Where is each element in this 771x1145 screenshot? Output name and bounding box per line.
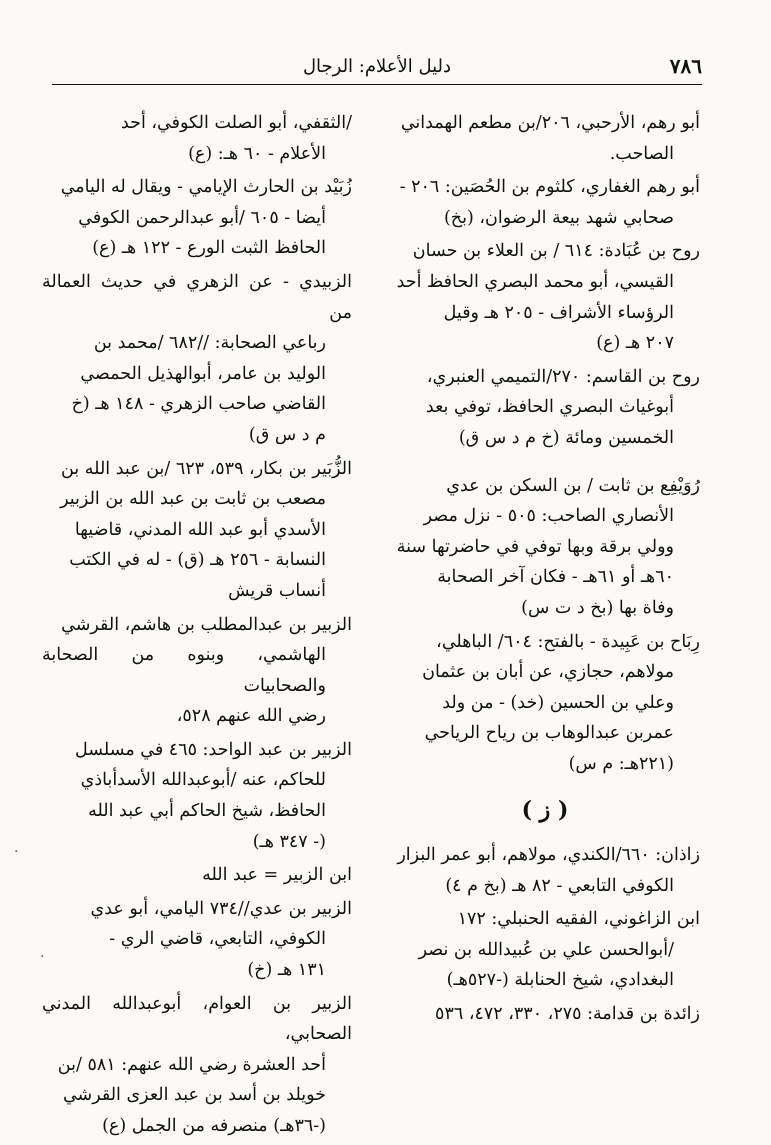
entry-continuation-line: أحد العشرة رضي الله عنهم: ٥٨١ /بن <box>57 1054 326 1075</box>
margin-mark: . <box>40 945 45 961</box>
entry-continuation-line: الرؤساء الأشراف - ٢٠٥ هـ وقيل <box>443 302 674 323</box>
index-entry <box>390 471 700 624</box>
entry-continuation-line: وولي برقة وبها توفي في حاضرتها سنة <box>396 536 674 557</box>
entry-headword-line: الزبيدي - عن الزهري في حديث العمالة من <box>42 271 352 323</box>
entry-headword-line: أبو رهم الغفاري، كلثوم بن الحُصَين: ٢٠٦ - <box>399 177 700 198</box>
entry-headword-line: الزبير بن عبدالمطلب بن هاشم، القرشي <box>61 614 352 635</box>
index-entry <box>42 735 352 857</box>
entry-continuation-line: القاضي صاحب الزهري - ١٤٨ هـ (خ <box>71 394 326 415</box>
entry-continuation-line: رضي الله عنهم ٥٢٨، <box>176 706 326 727</box>
entry-headword-line: الزُّبَير بن بكار، ٥٣٩، ٦٢٣ /بن عبد الله بن <box>61 458 352 479</box>
entry-continuation-line: أيضا - ٦٠٥ /أبو عبدالرحمن الكوفي <box>78 207 326 228</box>
entry-headword-line: رُوَيْفِع بن ثابت / بن السكن بن عدي <box>446 475 700 496</box>
entry-continuation-line: م د س ق) <box>248 424 326 445</box>
index-entry <box>42 610 352 732</box>
entry-headword-line: الزبير بن عدي//٧٣٤ اليامي، أبو عدي <box>90 898 352 919</box>
index-entry <box>390 236 700 358</box>
entry-headword-line: ابن الزاغوني، الفقيه الحنبلي: ١٧٢ <box>457 909 700 930</box>
left-column-entries <box>42 108 352 1142</box>
index-entry <box>390 627 700 780</box>
entry-continuation-line: الكوفي، التابعي، قاضي الري - <box>109 929 326 950</box>
entry-headword-line: روح بن القاسم: ٢٧٠/التميمي العنبري، <box>426 366 700 387</box>
entry-continuation-line: الأسدي أبو عبد الله المدني، قاضيها <box>74 519 326 540</box>
index-entry <box>42 894 352 986</box>
page-header <box>52 48 702 85</box>
entry-headword-line: رِبَاح بن عَبِيدة - بالفتح: ٦٠٤/ الباهلي، <box>436 631 700 652</box>
entry-headword-line: ابن الزبير = عبد الله <box>202 865 352 886</box>
entry-continuation-line: الكوفي التابعي - ٨٢ هـ (بخ م ٤) <box>445 875 674 896</box>
entry-continuation-line: /أبوالحسن علي بن عُبيدالله بن نصر <box>418 939 674 960</box>
index-entry <box>42 860 352 891</box>
entry-continuation-line: للحاكم، عنه /أبوعبدالله الأسدأباذي <box>80 770 326 791</box>
entry-headword-line: زاذان: ٦٦٠/الكندي، مولاهم، أبو عمر البزار <box>397 845 700 866</box>
right-column-entries-b <box>390 471 700 780</box>
entry-continuation-line: القيسي، أبو محمد البصري الحافظ أحد <box>396 271 674 292</box>
entry-continuation-line: صحابي شهد بيعة الرضوان، (بخ) <box>443 207 674 228</box>
entry-continuation-line: (٢٢١هـ: م س) <box>568 753 674 774</box>
running-title: دليل الأعلام: الرجال <box>302 56 452 77</box>
right-column-entries-c <box>390 840 700 1030</box>
index-entry <box>42 108 352 169</box>
index-entry <box>390 840 700 901</box>
entry-continuation-line: الحافظ، شيخ الحاكم أبي عبد الله <box>88 801 326 822</box>
entry-continuation-line: رباعي الصحابة: //٦٨٢ /محمد بن <box>93 333 326 354</box>
index-entry <box>390 999 700 1030</box>
entry-continuation-line: وعلي بن الحسين (خد) - من ولد <box>442 692 674 713</box>
entry-headword-line: أبو رهم، الأرحبي، ٢٠٦/بن مطعم الهمداني <box>400 113 700 133</box>
entry-continuation-line: (- ٣٤٧ هـ) <box>252 831 326 852</box>
entry-continuation-line: النسابة - ٢٥٦ هـ (ق) - له في الكتب <box>69 550 326 571</box>
entry-headword-line: /الثقفي، أبو الصلت الكوفي، أحد <box>120 113 352 133</box>
entry-continuation-line: ٢٠٧ هـ (ع) <box>596 333 674 354</box>
entry-continuation-line: وفاة بها (بخ د ت س) <box>521 597 674 618</box>
entry-continuation-line: الوليد بن عامر، أبوالهذيل الحمصي <box>80 363 326 384</box>
entry-headword-line: زائدة بن قدامة: ٢٧٥، ٣٣٠، ٤٧٢، ٥٣٦ <box>435 1004 700 1025</box>
entry-continuation-line: الخمسين ومائة (خ م د س ق) <box>458 427 674 448</box>
entry-continuation-line: الأنصاري الصاحب: ٥٠٥ - نزل مصر <box>423 506 674 527</box>
entry-continuation-line: البغدادي، شيخ الحنابلة (-٥٢٧هـ) <box>446 970 674 991</box>
entry-continuation-line: الصاحب. <box>609 143 674 164</box>
index-entry <box>42 172 352 264</box>
entry-continuation-line: أنساب قريش <box>228 580 326 601</box>
section-letter: ( ز ) <box>521 797 569 824</box>
entry-continuation-line: الهاشمي، وبنوه من الصحابة والصحابيات <box>42 645 326 696</box>
index-entry <box>390 172 700 233</box>
index-entry <box>390 108 700 169</box>
entry-continuation-line: (-٣٦هـ) منصرفه من الجمل (ع) <box>102 1116 326 1136</box>
entry-continuation-line: ١٣١ هـ (خ) <box>247 960 326 981</box>
left-column <box>42 108 352 1145</box>
entry-gap <box>390 457 700 471</box>
entry-headword-line: الزبير بن العوام، أبوعبدالله المدني الصحابي، <box>42 993 352 1045</box>
entry-headword-line: الزبير بن عبد الواحد: ٤٦٥ في مسلسل <box>75 739 352 760</box>
right-column-entries-a <box>390 108 700 454</box>
entry-continuation-line: الحافظ الثبت الورع - ١٢٢ هـ (ع) <box>92 238 326 259</box>
entry-continuation-line: مولاهم، حجازي، عن أبان بن عثمان <box>422 662 674 683</box>
page-number: ٧٨٦ <box>669 54 702 78</box>
index-entry <box>42 267 352 451</box>
entry-continuation-line: أبوغياث البصري الحافظ، توفي بعد <box>425 397 674 418</box>
entry-continuation-line: خويلد بن أسد بن عبد العزى القرشي <box>62 1085 326 1106</box>
entry-continuation-line: عمربن عبدالوهاب بن رياح الرياحي <box>424 723 674 744</box>
right-column <box>390 108 700 1033</box>
index-entry <box>390 904 700 996</box>
entry-continuation-line: الأعلام - ٦٠ هـ: (ع) <box>188 143 326 164</box>
entry-continuation-line: مصعب بن ثابت بن عبد الله بن الزبير <box>60 489 326 510</box>
index-entry <box>42 454 352 607</box>
entry-continuation-line: ٦٠هـ أو ٦١هـ - فكان آخر الصحابة <box>437 567 674 588</box>
index-entry <box>42 989 352 1142</box>
entry-headword-line: زُبَيْد بن الحارث الإيامي - ويقال له اليامي <box>60 177 352 198</box>
margin-mark: . <box>14 840 19 856</box>
index-entry <box>390 362 700 454</box>
entry-headword-line: روح بن عُبَادة: ٦١٤ / بن العلاء بن حسان <box>412 241 700 262</box>
